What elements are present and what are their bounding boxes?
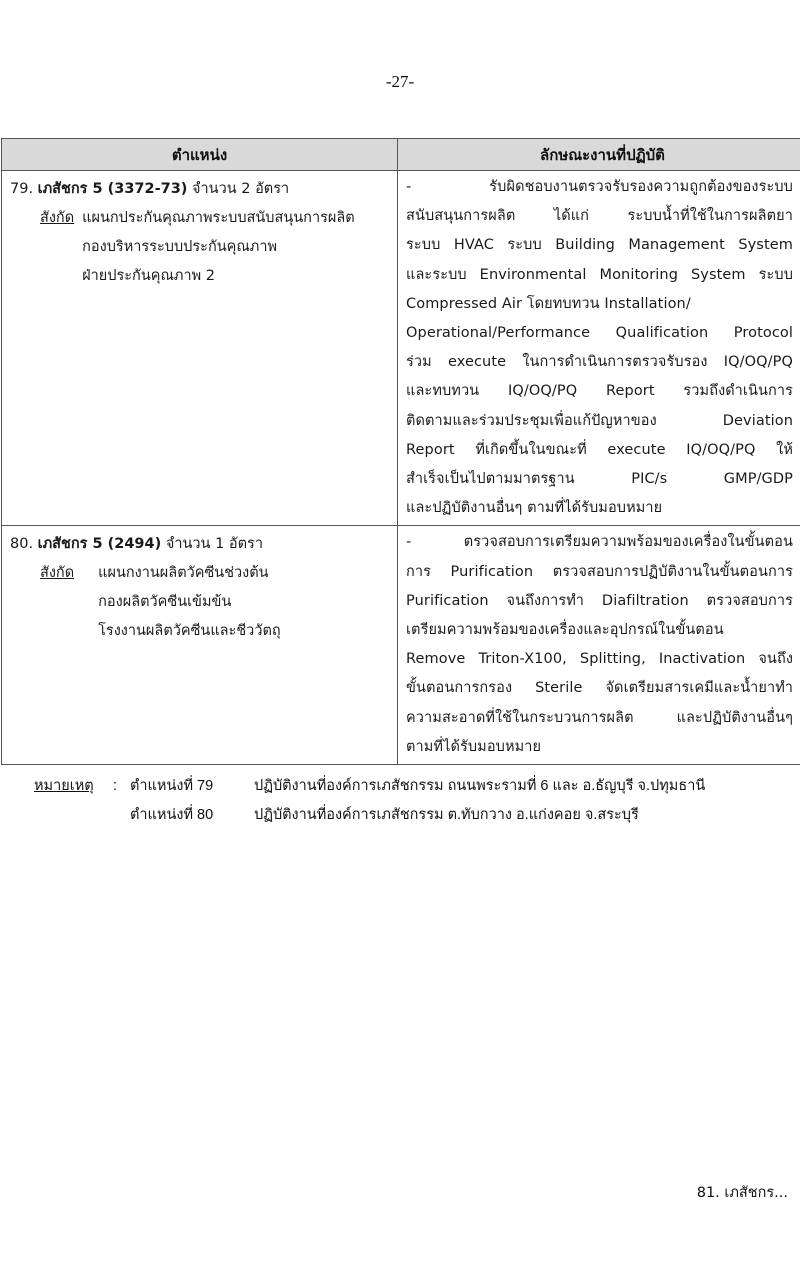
department-block — [10, 204, 391, 291]
department-line: ฝ่ายประกันคุณภาพ 2 — [82, 268, 215, 284]
position-cell — [2, 526, 398, 765]
note-position: ตำแหน่งที่ 80 — [130, 807, 214, 823]
notes-section — [34, 772, 705, 830]
notes-colon: : — [112, 778, 118, 794]
department-line: แผนกประกันคุณภาพระบบสนับสนุนการผลิต — [82, 210, 355, 226]
header-position: ตำแหน่ง — [2, 139, 398, 171]
duty-line: Remove Triton-X100, Splitting, Inactivation จนถึง — [406, 651, 793, 668]
duty-line: ตามที่ได้รับมอบหมาย — [406, 738, 542, 755]
note-row — [34, 772, 705, 801]
duty-line: และระบบ Environmental Monitoring System ระบบ — [406, 266, 793, 283]
duty-line: ติดตามและร่วมประชุมเพื่อแก้ปัญหาของ Deviation — [406, 412, 793, 429]
duty-line: เตรียมความพร้อมของเครื่องและอุปกรณ์ในขั้นตอน — [406, 622, 724, 639]
note-row — [34, 801, 705, 830]
duty-line: Purification จนถึงการทำ Diafiltration ตรวจสอบการ — [406, 592, 793, 609]
department-line: กองบริหารระบบประกันคุณภาพ — [82, 239, 278, 255]
department-line: กองผลิตวัคซีนเข้มข้น — [98, 594, 232, 611]
duty-line: ความสะอาดที่ใช้ในกระบวนการผลิต และปฏิบัติงานอื่นๆ — [406, 709, 793, 726]
department-line: แผนกงานผลิตวัคซีนช่วงต้น — [98, 565, 269, 582]
duty-line: การ Purification ตรวจสอบการปฏิบัติงานในขั้นตอนการ — [406, 563, 793, 580]
department-block — [10, 559, 391, 646]
duty-line: ระบบ HVAC ระบบ Building Management System — [406, 237, 793, 254]
department-lines — [82, 204, 355, 291]
note-text: ปฏิบัติงานที่องค์การเภสัชกรรม ต.ทับกวาง อ.แก่งคอย จ.สระบุรี — [254, 807, 639, 823]
department-lines — [98, 559, 281, 646]
header-duties: ลักษณะงานที่ปฏิบัติ — [398, 139, 800, 171]
position-title — [10, 175, 391, 204]
duties-cell — [398, 171, 800, 526]
note-position: ตำแหน่งที่ 79 — [130, 778, 214, 794]
department-label: สังกัด — [40, 565, 75, 582]
duty-line: Report ที่เกิดขึ้นในขณะที่ execute IQ/OQ/PQ ให้ — [406, 441, 793, 458]
notes-label: หมายเหตุ — [34, 778, 94, 794]
duty-line: สนับสนุนการผลิต ได้แก่ ระบบน้ำที่ใช้ในการผลิตยา — [406, 208, 793, 225]
note-text: ปฏิบัติงานที่องค์การเภสัชกรรม ถนนพระรามที่ 6 และ อ.ธัญบุรี จ.ปทุมธานี — [254, 778, 706, 794]
duties-cell — [398, 526, 800, 765]
duty-line: และปฏิบัติงานอื่นๆ ตามที่ได้รับมอบหมาย — [406, 500, 663, 517]
duty-line: และทบทวน IQ/OQ/PQ Report รวมถึงดำเนินการ — [406, 383, 793, 400]
position-name: เภสัชกร 5 (2494) — [37, 536, 162, 553]
position-index: 80. — [10, 536, 34, 553]
page-number: -27- — [385, 72, 415, 91]
table-row — [2, 526, 800, 765]
table-row — [2, 171, 800, 526]
duty-line: สำเร็จเป็นไปตามมาตรฐาน PIC/s GMP/GDP — [406, 471, 793, 488]
position-index: 79. — [10, 181, 34, 197]
positions-table — [1, 138, 800, 765]
duty-line: ร่วม execute ในการดำเนินการตรวจรับรอง IQ/OQ/PQ — [406, 354, 793, 371]
duty-line: - รับผิดชอบงานตรวจรับรองความถูกต้องของระบบ — [406, 179, 793, 195]
position-cell — [2, 171, 398, 526]
duty-line: Compressed Air โดยทบทวน Installation/ — [406, 295, 691, 312]
duty-line: ขั้นตอนการกรอง Sterile จัดเตรียมสารเคมีและน้ำยาทำ — [406, 680, 793, 697]
position-quota: จำนวน 2 อัตรา — [192, 181, 290, 197]
department-line: โรงงานผลิตวัคซีนและชีววัตถุ — [98, 623, 281, 640]
position-quota: จำนวน 1 อัตรา — [165, 536, 263, 553]
duty-line: Operational/Performance Qualification Protocol — [406, 325, 793, 342]
department-label: สังกัด — [40, 210, 75, 226]
position-title — [10, 530, 391, 559]
continuation-marker: 81. เภสัชกร... — [696, 1185, 788, 1201]
position-name: เภสัชกร 5 (3372-73) — [37, 181, 188, 197]
table-header-row — [2, 139, 800, 171]
duty-line: - ตรวจสอบการเตรียมความพร้อมของเครื่องในขั้นตอน — [406, 534, 793, 551]
